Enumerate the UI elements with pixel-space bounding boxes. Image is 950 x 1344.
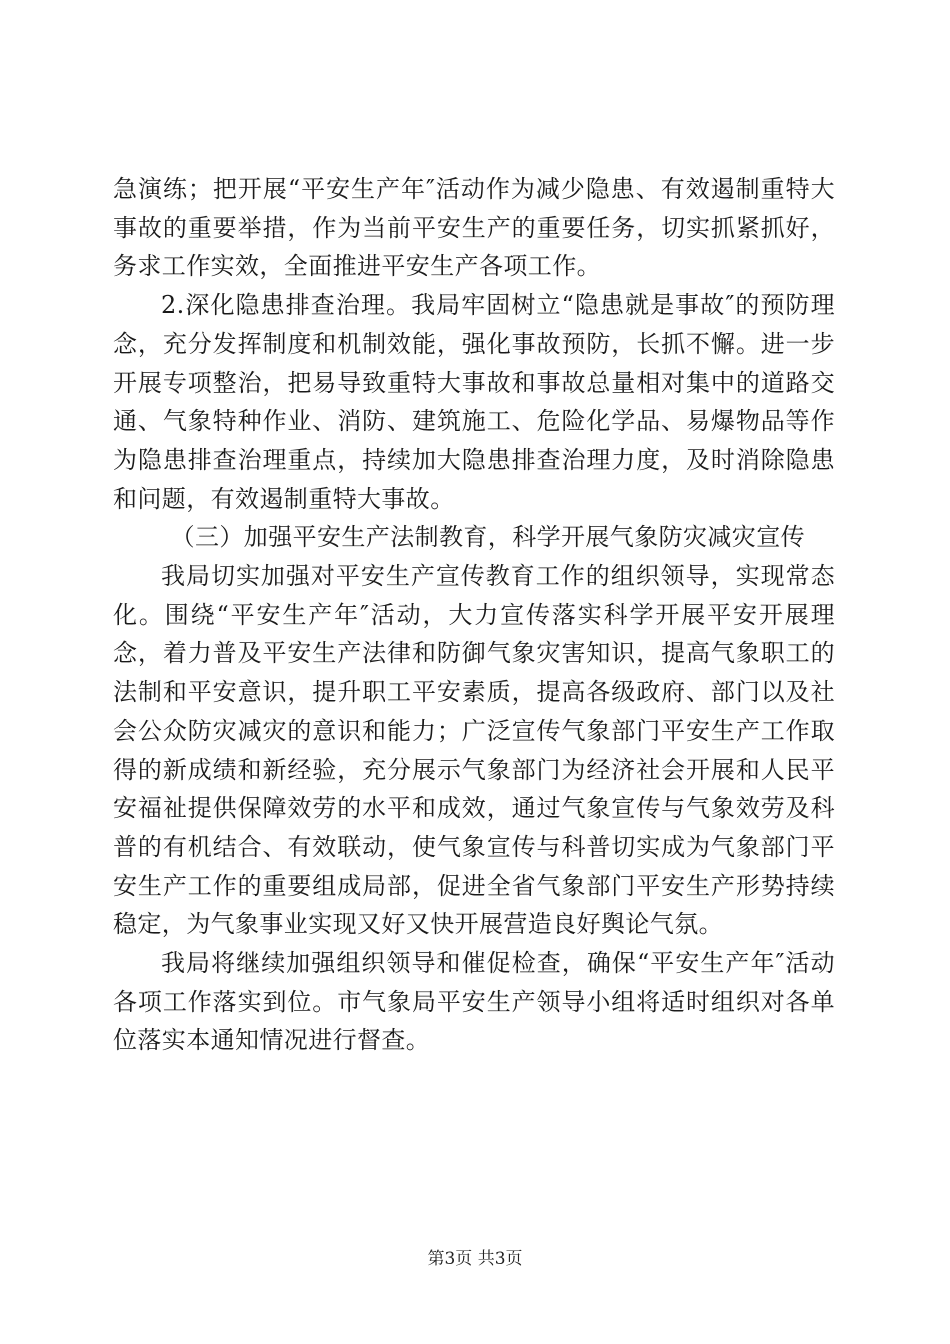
document-body (113, 170, 835, 1060)
page-number-footer: 第3页 共3页 (427, 1249, 523, 1269)
paragraph-hazard-investigation: 2.深化隐患排查治理。我局牢固树立“隐患就是事故″的预防理念，充分发挥制度和机制效能，强化事故预防，长抓不懈。进一步开展专项整治，把易导致重特大事故和事故总量相对集中的道路交通、气象特种作业、消防、建筑施工、危险化学品、易爆物品等作为隐患排查治理重点，持续加大隐患排查治理力度，及时消除隐患和问题，有效遏制重特大事故。 (113, 291, 835, 513)
paragraph-closing: 我局将继续加强组织领导和催促检查，确保“平安生产年″活动各项工作落实到位。市气象局平安生产领导小组将适时组织对各单位落实本通知情况进行督查。 (113, 949, 835, 1055)
paragraph-continuation: 急演练；把开展“平安生产年″活动作为减少隐患、有效遏制重特大事故的重要举措，作为当前平安生产的重要任务，切实抓紧抓好，务求工作实效，全面推进平安生产各项工作。 (113, 175, 835, 281)
paragraph-safety-education: 我局切实加强对平安生产宣传教育工作的组织领导，实现常态化。围绕“平安生产年″活动，大力宣传落实科学开展平安开展理念，着力普及平安生产法律和防御气象灾害知识，提高气象职工的法制和平安意识，提升职工平安素质，提高各级政府、部门以及社会公众防灾减灾的意识和能力；广泛宣传气象部门平安生产工作取得的新成绩和新经验，充分展示气象部门为经济社会开展和人民平安福祉提供保障效劳的水平和成效，通过气象宣传与气象效劳及科普的有机结合、有效联动，使气象宣传与科普切实成为气象部门平安生产工作的重要组成局部，促进全省气象部门平安生产形势持续稳定，为气象事业实现又好又快开展营造良好舆论气氛。 (113, 562, 835, 939)
section-heading-3: （三）加强平安生产法制教育，科学开展气象防灾减灾宣传 (170, 523, 805, 552)
